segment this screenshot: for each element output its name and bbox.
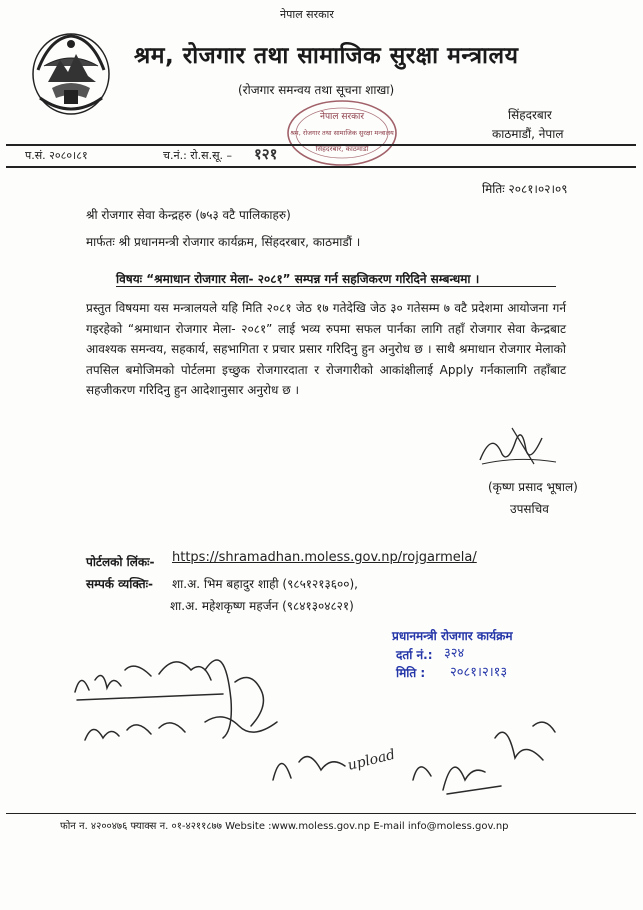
nepal-emblem-icon [30, 30, 112, 116]
recipient-line-1: श्री रोजगार सेवा केन्द्रहरु (७५३ वटै पालिकाहरु) [86, 208, 291, 222]
contact-person-1: शा.अ. भिम बहादुर शाही (९८५१२१३६००), [172, 577, 358, 591]
handwritten-notes [55, 630, 575, 810]
received-date-value: २०८१।२।१३ [450, 665, 508, 680]
stamp-line-1: नेपाल सरकार [319, 112, 365, 122]
chalani-number: च.नं.: रो.स.सू. – [163, 149, 232, 162]
address-line-1: सिंहदरबार [508, 108, 552, 122]
received-reg-label: दर्ता नं.: [396, 648, 433, 662]
signer-title: उपसचिव [510, 502, 549, 516]
subject: विषयः “श्रमाधान रोजगार मेला- २०८१” सम्पन्न गर्न सहजिकरण गरिदिने सम्बन्धमा । [116, 272, 480, 286]
chalani-handwritten: १२१ [254, 145, 278, 163]
footer-contact: फोन न. ४२००४७६ फ्याक्स न. ०१-४२११८७७ Website :www.moless.gov.np E-mail info@moless.gov.np [60, 821, 509, 832]
address-line-2: काठमाडौं, नेपाल [492, 127, 564, 141]
contact-label: सम्पर्क व्यक्तिः- [86, 577, 153, 591]
contact-person-2: शा.अ. महेशकृष्ण महर्जन (९८४१३०४८२१) [170, 599, 354, 613]
received-stamp-title: प्रधानमन्त्री रोजगार कार्यक्रम [392, 629, 513, 643]
letter-date: मितिः २०८१।०२।०९ [482, 182, 568, 196]
received-reg-value: ३२४ [444, 646, 465, 661]
footer-divider [6, 813, 636, 814]
stamp-line-2: श्रम, रोजगार तथा सामाजिक सुरक्षा मन्त्रालय [290, 129, 394, 137]
portal-link[interactable]: https://shramadhan.moless.gov.np/rojgarmela/ [172, 550, 477, 565]
subject-underline [116, 286, 556, 287]
body-paragraph: प्रस्तुत विषयमा यस मन्त्रालयले यहि मिति २०८१ जेठ १७ गतेदेखि जेठ ३० गतेसम्म ७ वटै प्रदेशमा आयोजना गर्न गइरहेको “श्रमाधान रोजगार मेला- २०८१” लाई भव्य रुपमा सफल पार्नका लागि तहाँ रोजगार सेवा केन्द्रबाट आवश्यक समन्वय, सहकार्य, सहभागिता र प्रचार प्रसार गरिदिनु हुन अनुरोध छ । साथै श्रमाधान रोजगार मेलाको तपसिल बमोजिमको पोर्टलमा इच्छुक रोजगारदाता र रोजगारीको आकांक्षीलाई Apply गर्नकालागि तहाँबाट सहजीकरण गरिदिनु हुन आदेशानुसार अनुरोध छ । [86, 301, 566, 397]
signer-name: (कृष्ण प्रसाद भूषाल) [488, 480, 578, 494]
ministry-name: श्रम, रोजगार तथा सामाजिक सुरक्षा मन्त्रालय [134, 43, 519, 69]
received-date-label: मिति : [396, 666, 426, 680]
handwritten-upload: upload [346, 746, 397, 774]
government-name: नेपाल सरकार [280, 8, 334, 21]
patra-sankhya: प.सं. २०८०।८१ [25, 149, 88, 162]
branch-name: (रोजगार समन्वय तथा सूचना शाखा) [238, 83, 395, 97]
portal-label: पोर्टलको लिंकः- [86, 555, 155, 569]
signature-image [472, 420, 562, 470]
reference-bar [6, 144, 636, 168]
recipient-line-2: मार्फतः श्री प्रधानमन्त्री रोजगार कार्यक्रम, सिंहदरबार, काठमाडौं । [86, 235, 361, 249]
stamp-line-3: सिंहदरबार, काठमाडौं [315, 145, 369, 153]
